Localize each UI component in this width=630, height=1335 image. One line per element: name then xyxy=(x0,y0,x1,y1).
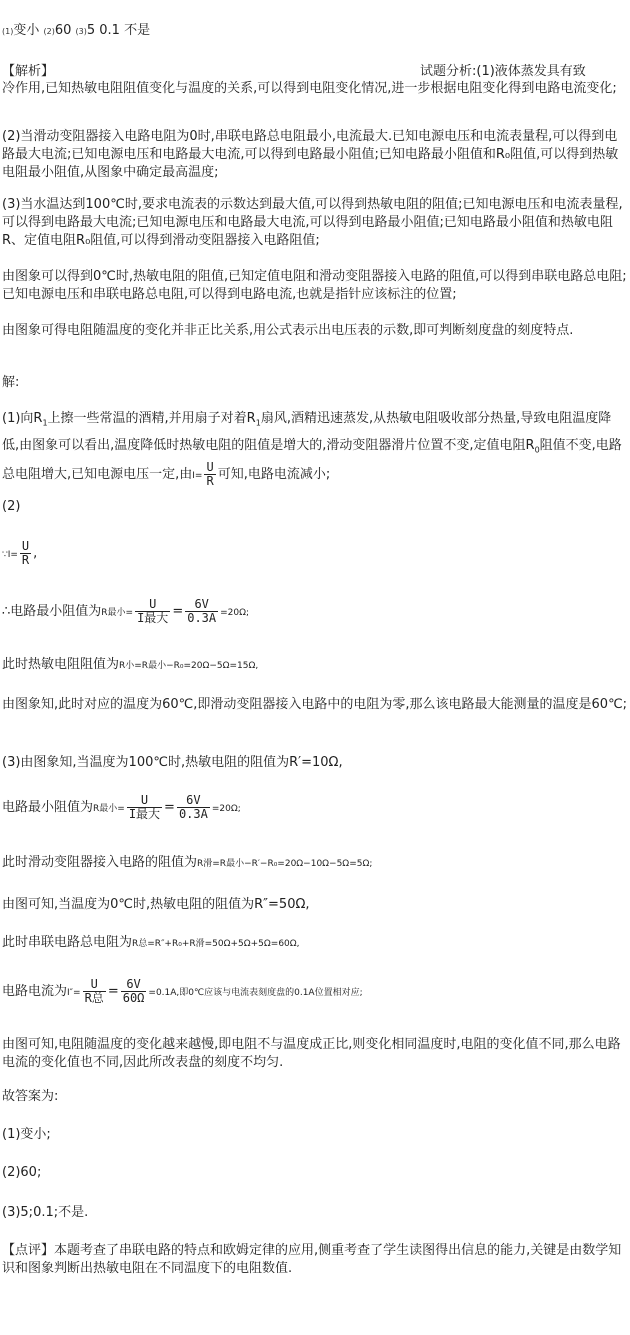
s3-current-result: =0.1A,即0℃应该与电流表刻度盘的0.1A位置相对应; xyxy=(148,988,363,998)
s1-formula-lhs: I= xyxy=(192,471,203,482)
s2-min-lhs: R最小= xyxy=(101,608,134,618)
s2-min-num-2: 6V xyxy=(185,598,218,612)
s2-formula-line xyxy=(2,540,628,567)
s3-slider-value: R滑=R最小−R′−R₀=20Ω−10Ω−5Ω=5Ω; xyxy=(197,859,373,869)
s3-current-den-2: 60Ω xyxy=(122,991,145,1005)
s3-min-lhs: R最小= xyxy=(93,804,125,814)
s2-temperature-text: 由图象知,此时对应的温度为60℃,即滑动变阻器接入电路中的电阻为零,那么该电路最大能测量的温度是60℃; xyxy=(2,697,628,712)
s3-min-result: =20Ω; xyxy=(211,804,241,814)
s3-total-resistance-line xyxy=(2,934,628,953)
s3-min-den-2: 0.3A xyxy=(178,807,208,821)
s2-min-fraction-2 xyxy=(185,598,218,625)
analysis-header: 【解析】 xyxy=(2,64,55,79)
s1-text-c: 扇风,酒精迅速蒸发,从热敏电阻吸收部分热量,导致电阻温度降低,由图象可以看出,温度降低时热敏电阻的阻值是增大的,滑动变阻器滑片位置不变,定值电阻R xyxy=(2,411,612,453)
s3-current-fraction-2 xyxy=(121,978,147,1005)
s3-min-num-2: 6V xyxy=(177,794,210,808)
analysis-paragraph-1: 冷作用,已知热敏电阻阻值变化与温度的关系,可以得到电阻变化情况,进一步根据电阻变化得到电路电流变化; xyxy=(2,81,617,96)
s3-min-eq: = xyxy=(164,800,175,815)
s3-min-den-1: I最大 xyxy=(128,807,161,821)
s2-formula-tail: , xyxy=(33,546,38,561)
analysis-paragraph-5: 由图象可得电阻随温度的变化并非正比关系,用公式表示出电压表的示数,即可判断刻度盘的刻度特点. xyxy=(2,323,574,338)
final-answer-label: 故答案为: xyxy=(2,1089,59,1104)
s1-fraction-den: R xyxy=(206,474,214,489)
s3-total-value: R总=R″+R₀+R滑=50Ω+5Ω+5Ω=60Ω, xyxy=(132,939,300,949)
final-answer-3: (3)5;0.1;不是. xyxy=(2,1205,89,1220)
s3-min-num-1: U xyxy=(127,794,162,808)
s1-text-a: (1)向R xyxy=(2,411,43,426)
s3-intro: (3)由图象知,当温度为100℃时,热敏电阻的阻值为R′=10Ω, xyxy=(2,755,343,770)
s1-text-e: 可知,电路电流减小; xyxy=(217,467,331,483)
s3-current-lhs: I″= xyxy=(67,988,81,998)
answer-1: 变小 xyxy=(13,23,40,38)
s2-min-result: =20Ω; xyxy=(220,608,250,618)
analysis-intro-text: 试题分析:(1)液体蒸发具有致 xyxy=(420,64,586,79)
s3-min-text: 电路最小阻值为 xyxy=(2,800,94,815)
s2-label: (2) xyxy=(2,499,21,514)
s2-min-resistance-line xyxy=(2,598,628,625)
final-answer-2: (2)60; xyxy=(2,1165,42,1180)
s3-slider-text: 此时滑动变阻器接入电路的阻值为 xyxy=(2,855,198,870)
analysis-paragraph-3: (3)当水温达到100℃时,要求电流表的示数达到最大值,可以得到热敏电阻的阻值;已知电源电压和电流表量程,可以得到电路最大电流;已知电源电压和电路最大电流,可以得到电路最小阻值;已知电路最小阻值和热敏电阻R、定值电阻R₀阻值,可以得到滑动变阻器接入电路阻值; xyxy=(2,197,623,248)
analysis-header-row xyxy=(2,63,628,81)
s1-sub-b: 1 xyxy=(255,418,261,428)
s2-formula-lhs: ∵I= xyxy=(2,550,18,560)
s2-fraction xyxy=(20,540,31,567)
s2-min-text: ∴电路最小阻值为 xyxy=(2,604,102,619)
s3-current-text: 电路电流为 xyxy=(2,984,68,999)
s1-sub-c: 0 xyxy=(534,445,540,455)
analysis-paragraph-4: 由图象可以得到0℃时,热敏电阻的阻值,已知定值电阻和滑动变阻器接入电路的阻值,可以得到串联电路总电阻;已知电源电压和串联电路总电阻,可以得到电路电流,也就是指针应该标注的位置; xyxy=(2,269,627,302)
s3-current-fraction-1 xyxy=(83,978,106,1005)
s1-text-b: 上擦一些常温的酒精,并用扇子对着R xyxy=(47,411,256,426)
s2-thermistor-value: R小=R最小−R₀=20Ω−5Ω=15Ω, xyxy=(119,661,259,671)
s3-min-resistance-line xyxy=(2,794,628,821)
s2-min-eq: = xyxy=(172,604,184,619)
s3-current-num-2: 6V xyxy=(121,978,147,992)
s1-fraction xyxy=(204,461,215,488)
answer-2: 60 xyxy=(54,23,72,38)
answer-marker-3: (3) xyxy=(75,27,87,36)
s3-current-eq: = xyxy=(107,984,119,999)
final-answer-1: (1)变小; xyxy=(2,1127,51,1142)
s1-text-d: 阻值不变,电路总电阻增大,已知电源电压一定,由 xyxy=(2,437,622,483)
s3-min-fraction-1 xyxy=(127,794,162,821)
answer-3: 5 0.1 不是 xyxy=(86,23,151,38)
answer-marker-2: (2) xyxy=(43,27,55,36)
solution-label: 解: xyxy=(2,375,20,390)
answer-summary-line xyxy=(2,22,628,41)
solution-part-1 xyxy=(2,408,628,488)
s2-min-num-1: U xyxy=(135,598,170,612)
s3-current-den-1: R总 xyxy=(84,991,104,1005)
s3-slider-line xyxy=(2,854,628,873)
s3-current-line xyxy=(2,978,628,1005)
s2-thermistor-line xyxy=(2,656,628,675)
s3-current-num-1: U xyxy=(83,978,106,992)
analysis-paragraph-2: (2)当滑动变阻器接入电路电阻为0时,串联电路总电阻最小,电流最大.已知电源电压和电流表量程,可以得到电路最大电流;已知电源电压和电路最大电流,可以得到电路最小阻值;已知电路最小阻值和R₀阻值,可以得到热敏电阻最小阻值,从图象中确定最高温度; xyxy=(2,129,619,180)
s3-zero-degree-line: 由图可知,当温度为0℃时,热敏电阻的阻值为R″=50Ω, xyxy=(2,897,310,912)
s2-min-fraction-1 xyxy=(135,598,170,625)
comment-paragraph: 【点评】本题考查了串联电路的特点和欧姆定律的应用,侧重考查了学生读图得出信息的能力,关键是由数学知识和图象判断出热敏电阻在不同温度下的电阻数值. xyxy=(2,1243,622,1276)
s3-min-fraction-2 xyxy=(177,794,210,821)
s3-total-text: 此时串联电路总电阻为 xyxy=(2,935,133,950)
s1-sub-a: 1 xyxy=(42,418,48,428)
s2-thermistor-text: 此时热敏电阻阻值为 xyxy=(2,657,120,672)
s1-fraction-num: U xyxy=(206,460,214,475)
s3-conclusion: 由图可知,电阻随温度的变化越来越慢,即电阻不与温度成正比,则变化相同温度时,电阻的变化值不同,那么电路电流的变化值也不同,因此所改表盘的刻度不均匀. xyxy=(2,1037,621,1070)
s2-min-den-1: I最大 xyxy=(137,611,169,625)
s2-fraction-den: R xyxy=(21,553,30,567)
s2-fraction-num: U xyxy=(21,539,30,553)
s2-min-den-2: 0.3A xyxy=(187,611,217,625)
answer-marker-1: (1) xyxy=(2,27,14,36)
